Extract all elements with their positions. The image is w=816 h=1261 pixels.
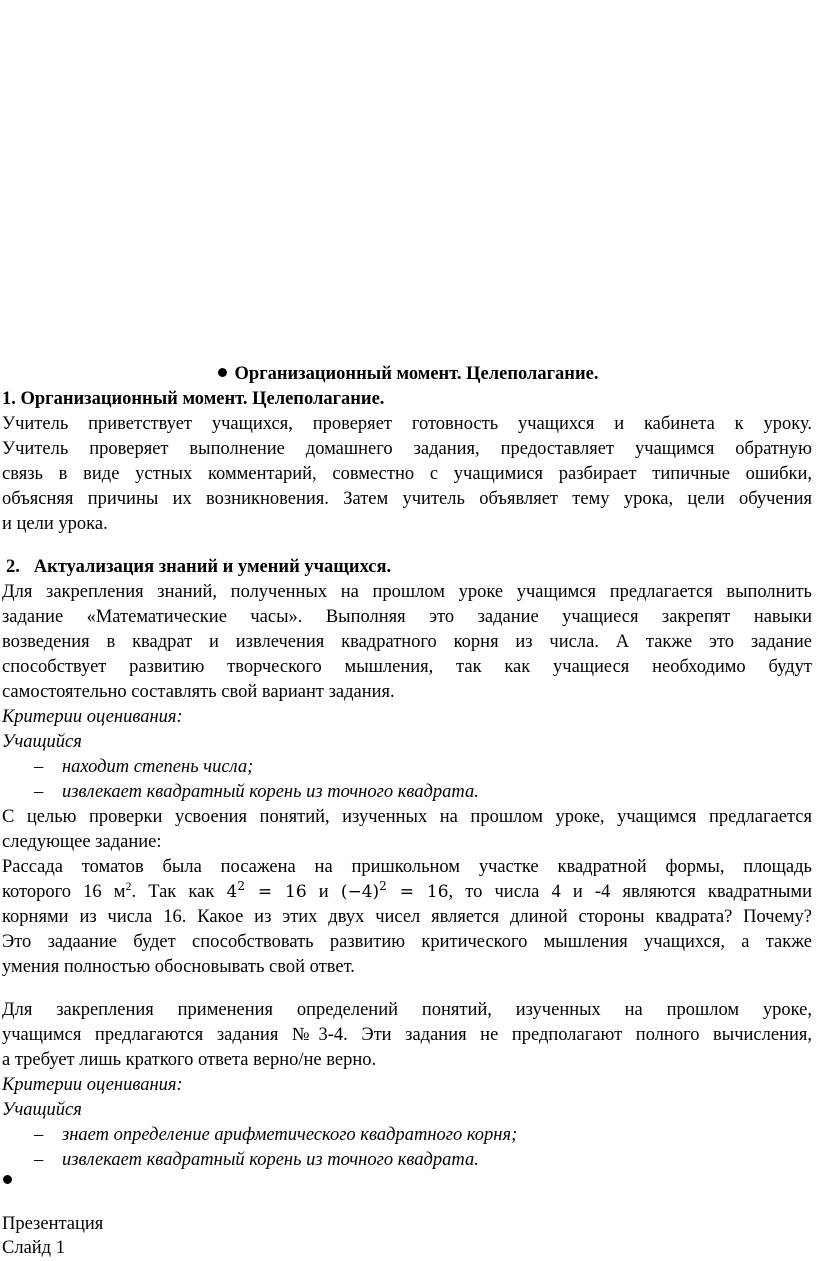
section2-title [6, 555, 391, 580]
bullet-dot [3, 1175, 12, 1184]
slide-label: Слайд 1 [2, 1238, 65, 1258]
task-text: и [318, 882, 329, 902]
section2-para2-line: С целью проверки усвоения понятий, изученных на прошлом уроке, учащимся предлагается [2, 807, 812, 827]
math-base: 4 [226, 882, 238, 902]
task-text: . Так как [131, 882, 215, 902]
dash-marker: – [34, 782, 44, 802]
math-sup: 2 [237, 879, 245, 893]
section2-para3-line: а требует лишь краткого ответа верно/не верно. [2, 1050, 377, 1070]
dash-marker: – [34, 1150, 44, 1170]
section2-para1-line: самостоятельно составлять свой вариант задания. [2, 682, 395, 702]
section2-para2-line: следующее задание: [2, 832, 162, 852]
bullet-heading [0, 362, 816, 387]
criteria-subject: Учащийся [2, 1100, 82, 1120]
task-sup: 2 [125, 879, 132, 893]
criteria-item-text: извлекает квадратный корень из точного квадрата. [62, 1150, 479, 1170]
criteria-label: Критерии оценивания: [2, 707, 183, 727]
section2-para1-line: задание «Математические часы». Выполняя это задание учащиеся закрепят навыки [2, 607, 812, 627]
task-line: Это задаание будет способствовать развитию критического мышления учащихся, а также [2, 932, 812, 952]
section2-title-text: Актуализация знаний и умений учащихся. [33, 557, 392, 577]
math-expression [340, 879, 449, 902]
bullet-heading-text: Организационный момент. Целеполагание. [234, 364, 599, 384]
task-line-math [2, 880, 812, 905]
section1-title: 1. Организационный момент. Целеполагание. [2, 389, 385, 409]
criteria-item [34, 1123, 517, 1148]
section2-para1-line: возведения в квадрат и извлечения квадратного корня из числа. А также это задание [2, 632, 812, 652]
section1-line: Учитель проверяет выполнение домашнего задания, предоставляет учащимся обратную [2, 439, 812, 459]
criteria-item [34, 780, 479, 805]
math-rest: = 16 [244, 882, 307, 902]
math-sup: 2 [379, 879, 387, 893]
task-text: которого 16 м [2, 882, 126, 902]
criteria-item-text: знает определение арифметического квадратного корня; [62, 1125, 518, 1145]
task-line: Рассада томатов была посажена на пришкольном участке квадратной формы, площадь [2, 857, 812, 877]
math-base: (−4) [340, 882, 380, 902]
criteria-item [34, 755, 253, 780]
section1-line: связь в виде устных комментарий, совместно с учащимися разбирает типичные ошибки, [2, 464, 812, 484]
criteria-item [34, 1148, 479, 1173]
criteria-label: Критерии оценивания: [2, 1075, 183, 1095]
section2-para1-line: способствует развитию творческого мышления, так как учащиеся необходимо будут [2, 657, 812, 677]
task-line: корнями из числа 16. Какое из этих двух чисел является длиной стороны квадрата? Почему? [2, 907, 812, 927]
dash-marker: – [34, 757, 44, 777]
section2-para3-line: Для закрепления применения определений понятий, изученных на прошлом уроке, [2, 1000, 812, 1020]
section2-para1-line: Для закрепления знаний, полученных на прошлом уроке учащимся предлагается выполнить [2, 582, 812, 602]
section1-line: Учитель приветствует учащихся, проверяет готовность учащихся и кабинета к уроку. [2, 414, 812, 434]
math-rest: = 16 [386, 882, 449, 902]
section1-line: объясняя причины их возникновения. Затем учитель объявляет тему урока, цели обучения [2, 489, 812, 509]
section1-line: и цели урока. [2, 514, 108, 534]
criteria-item-text: извлекает квадратный корень из точного квадрата. [62, 782, 479, 802]
task-line: умения полностью обосновывать свой ответ. [2, 957, 355, 977]
section2-para3-line: учащимся предлагаются задания №3-4. Эти задания не предполагают полного вычисления, [2, 1025, 812, 1045]
task-text: , то числа 4 и -4 являются квадратными [448, 882, 813, 902]
dash-marker: – [34, 1125, 44, 1145]
math-expression [226, 879, 307, 902]
section2-number: 2. [6, 557, 20, 577]
criteria-item-text: находит степень числа; [62, 757, 254, 777]
presentation-label: Презентация [2, 1214, 104, 1234]
bullet-dot [218, 368, 227, 377]
criteria-subject: Учащийся [2, 732, 82, 752]
